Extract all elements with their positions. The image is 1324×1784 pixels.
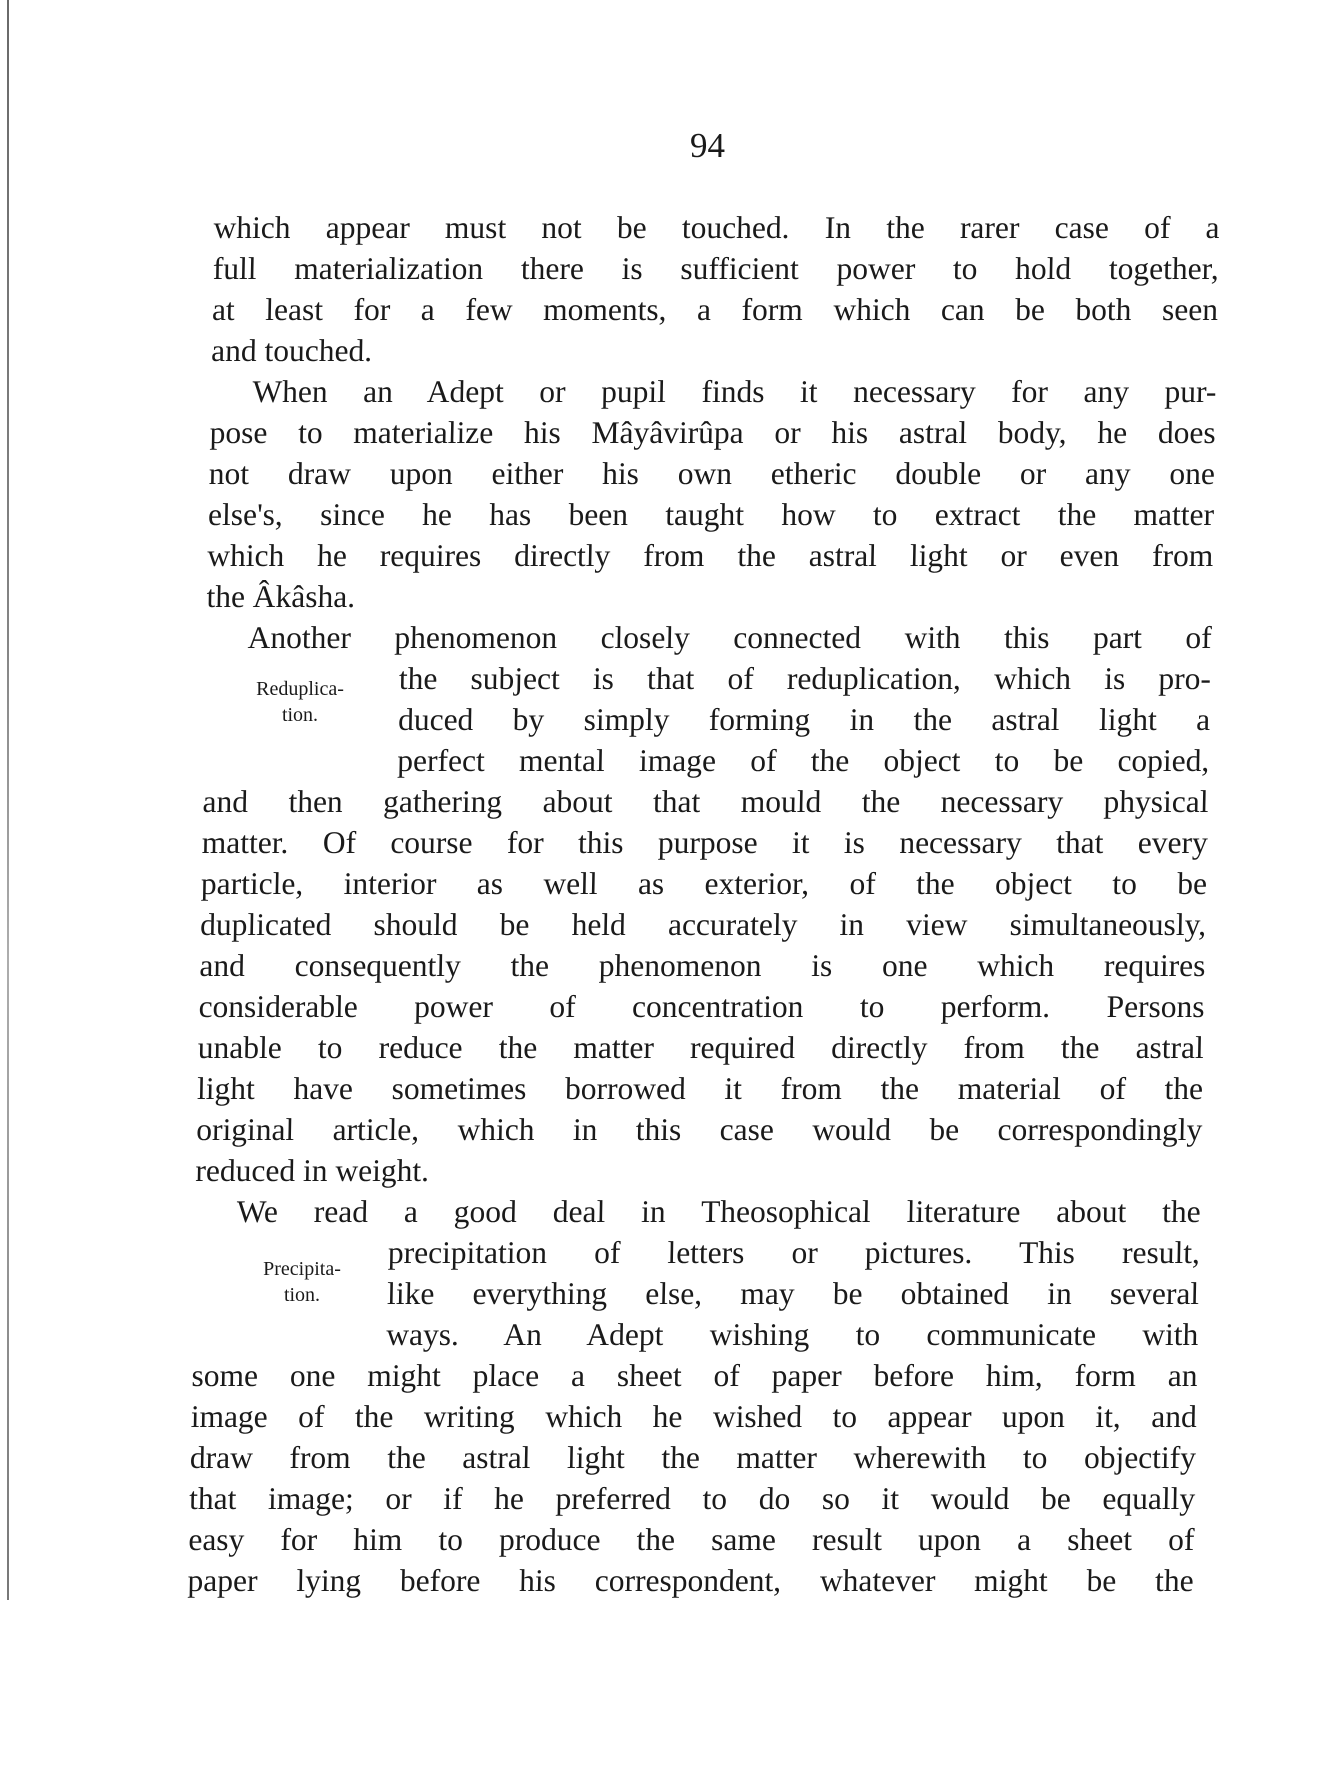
scan-edge-artifact bbox=[7, 0, 9, 1600]
text-line: image of the writing which he wished to appear upon it, and bbox=[190, 1399, 1198, 1434]
text-line: considerable power of concentration to perform. Persons bbox=[198, 989, 1205, 1024]
text-line: and touched. bbox=[210, 333, 373, 368]
text-line: light have sometimes borrowed it from the material of the bbox=[196, 1071, 1204, 1106]
text-line: reduced in weight. bbox=[195, 1153, 430, 1188]
text-line: precipitation of letters or pictures. This result, bbox=[387, 1235, 1201, 1270]
text-line: that image; or if he preferred to do so it would be equally bbox=[188, 1481, 1196, 1516]
text-line: paper lying before his correspondent, whatever might be the bbox=[187, 1563, 1194, 1598]
text-line: which he requires directly from the astral light or even from bbox=[206, 538, 1214, 573]
text-line: ways. An Adept wishing to communicate with bbox=[386, 1317, 1199, 1352]
text-line: unable to reduce the matter required directly from the astral bbox=[197, 1030, 1205, 1065]
text-line: else's, since he has been taught how to extract the matter bbox=[207, 497, 1215, 532]
text-line: We read a good deal in Theosophical literature about the bbox=[236, 1194, 1202, 1229]
text-line: matter. Of course for this purpose it is necessary that every bbox=[201, 825, 1209, 860]
text-line: and then gathering about that mould the necessary physical bbox=[202, 784, 1209, 819]
text-line: not draw upon either his own etheric double or any one bbox=[208, 456, 1216, 491]
text-line: Another phenomenon closely connected with this part of bbox=[247, 620, 1213, 655]
text-line: When an Adept or pupil finds it necessary for any pur- bbox=[252, 374, 1217, 409]
text-line: some one might place a sheet of paper before him, form an bbox=[191, 1358, 1198, 1393]
text-line: like everything else, may be obtained in several bbox=[386, 1276, 1200, 1311]
page-number: 94 bbox=[690, 126, 725, 165]
text-line: duced by simply forming in the astral light a bbox=[397, 702, 1211, 737]
text-line: at least for a few moments, a form which can be both seen bbox=[211, 292, 1219, 327]
margin-note-line: Precipita- bbox=[263, 1258, 341, 1280]
margin-note-line: tion. bbox=[281, 704, 319, 726]
text-line: which appear must not be touched. In the rarer case of a bbox=[213, 210, 1220, 245]
text-line: perfect mental image of the object to be copied, bbox=[397, 743, 1210, 778]
text-line: duplicated should be held accurately in view simultaneously, bbox=[199, 907, 1207, 942]
margin-note-line: Reduplica- bbox=[256, 678, 344, 700]
text-line: particle, interior as well as exterior, of the object to be bbox=[200, 866, 1208, 901]
text-line: draw from the astral light the matter wherewith to objectify bbox=[189, 1440, 1197, 1475]
body-text bbox=[187, 207, 1220, 1601]
margin-note-line: tion. bbox=[283, 1284, 321, 1306]
text-line: the subject is that of reduplication, which is pro- bbox=[398, 661, 1212, 696]
text-line: original article, which in this case would be correspondingly bbox=[195, 1112, 1203, 1147]
text-line: full materialization there is sufficient power to hold together, bbox=[212, 251, 1220, 286]
text-line: and consequently the phenomenon is one which requires bbox=[199, 948, 1206, 983]
text-line: pose to materialize his Mâyâvirûpa or his astral body, he does bbox=[209, 415, 1217, 450]
text-line: the Âkâsha. bbox=[206, 579, 356, 614]
text-line: easy for him to produce the same result upon a sheet of bbox=[188, 1522, 1195, 1557]
